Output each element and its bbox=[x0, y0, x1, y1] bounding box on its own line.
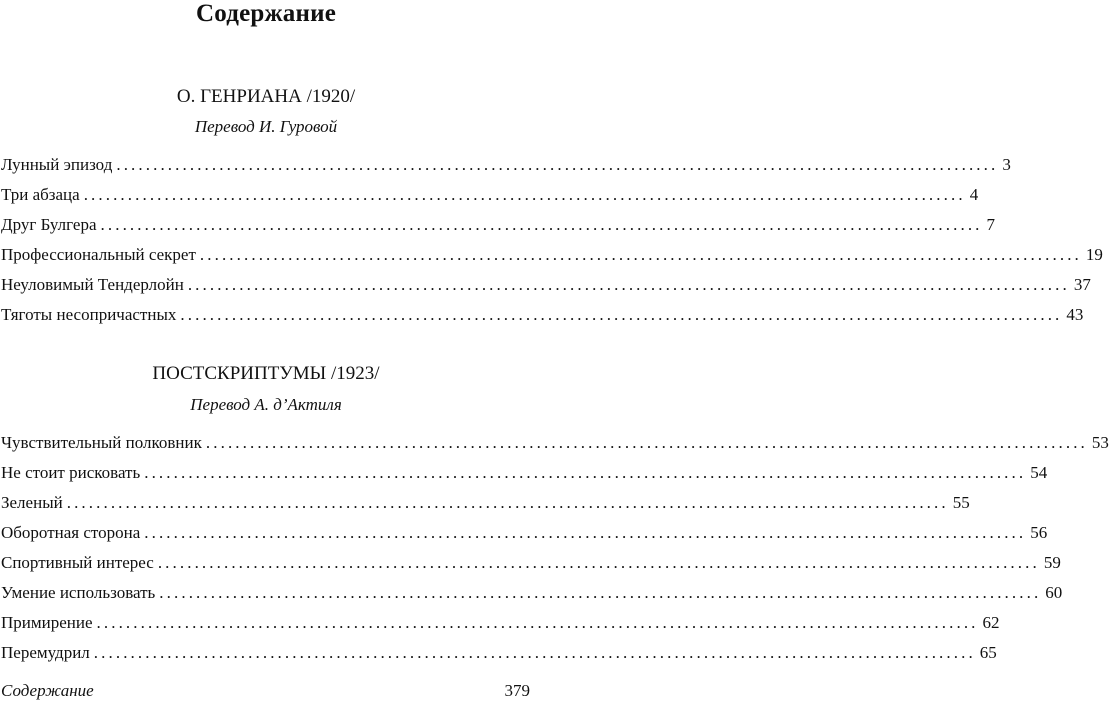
toc-entry bbox=[1, 642, 997, 672]
dot-leader: ........................................................................................................................ bbox=[144, 523, 1027, 542]
dot-leader: ........................................................................................................................ bbox=[100, 215, 983, 234]
dot-leader: ........................................................................................................................ bbox=[144, 463, 1027, 482]
page-title: Содержание bbox=[195, 0, 336, 27]
toc-entry-title: Зеленый bbox=[1, 493, 63, 512]
dot-leader: ........................................................................................................................ bbox=[93, 643, 976, 662]
toc-list-1 bbox=[1, 154, 1103, 334]
toc-entry-title: Друг Булгера bbox=[1, 215, 97, 234]
toc-entry-page: 19 bbox=[1085, 245, 1103, 264]
toc-entry-title: Перемудрил bbox=[1, 643, 90, 662]
toc-list-2 bbox=[1, 432, 1109, 672]
dot-leader: ........................................................................................................................ bbox=[66, 493, 949, 512]
toc-entry-title: Оборотная сторона bbox=[1, 523, 141, 542]
toc-entry-page: 60 bbox=[1045, 583, 1063, 602]
toc-entry-page: 55 bbox=[952, 493, 970, 512]
dot-leader: ........................................................................................................................ bbox=[157, 553, 1040, 572]
page-number: 379 bbox=[504, 681, 530, 700]
toc-entry-page: 65 bbox=[979, 643, 997, 662]
toc-entry-page: 59 bbox=[1043, 553, 1061, 572]
toc-entry-title: Неуловимый Тендерлойн bbox=[1, 275, 184, 294]
toc-entry bbox=[1, 462, 1048, 492]
toc-entry bbox=[1, 582, 1063, 612]
section-heading-2: ПОСТСКРИПТУМЫ /1923/ bbox=[152, 363, 380, 384]
dot-leader: ........................................................................................................................ bbox=[205, 433, 1088, 452]
toc-entry-title: Профессиональный секрет bbox=[1, 245, 196, 264]
toc-entry-title: Спортивный интерес bbox=[1, 553, 154, 572]
toc-entry-title: Три абзаца bbox=[1, 185, 80, 204]
toc-entry-page: 3 bbox=[1002, 155, 1011, 174]
toc-entry-title: Примирение bbox=[1, 613, 93, 632]
toc-entry bbox=[1, 492, 970, 522]
dot-leader: ........................................................................................................................ bbox=[96, 613, 979, 632]
dot-leader: ........................................................................................................................ bbox=[116, 155, 999, 174]
translator-note-2: Перевод А. д’Актиля bbox=[190, 395, 342, 414]
toc-entry bbox=[1, 184, 979, 214]
toc-entry bbox=[1, 214, 996, 244]
toc-entry-page: 54 bbox=[1030, 463, 1048, 482]
dot-leader: ........................................................................................................................ bbox=[83, 185, 966, 204]
toc-entry-title: Чувствительный полковник bbox=[1, 433, 202, 452]
toc-entry-title: Лунный эпизод bbox=[1, 155, 113, 174]
section-heading-1: О. ГЕНРИАНА /1920/ bbox=[176, 86, 356, 107]
toc-entry-page: 62 bbox=[982, 613, 1000, 632]
toc-entry bbox=[1, 154, 1011, 184]
toc-entry bbox=[1, 304, 1084, 334]
toc-entry-page: 37 bbox=[1073, 275, 1091, 294]
toc-entry bbox=[1, 244, 1103, 274]
toc-entry-page: 4 bbox=[969, 185, 979, 204]
toc-entry-title: Не стоит рисковать bbox=[1, 463, 141, 482]
translator-note-1: Перевод И. Гуровой bbox=[194, 117, 338, 136]
toc-entry bbox=[1, 522, 1048, 552]
dot-leader: ........................................................................................................................ bbox=[159, 583, 1042, 602]
running-title: Содержание bbox=[1, 681, 94, 700]
toc-entry bbox=[1, 432, 1109, 462]
toc-entry bbox=[1, 552, 1061, 582]
dot-leader: ........................................................................................................................ bbox=[180, 305, 1063, 324]
toc-entry-page: 43 bbox=[1066, 305, 1084, 324]
toc-entry-page: 53 bbox=[1091, 433, 1109, 452]
toc-entry-title: Умение использовать bbox=[1, 583, 156, 602]
toc-entry bbox=[1, 274, 1091, 304]
toc-entry bbox=[1, 612, 1000, 642]
toc-entry-title: Тяготы несопричастных bbox=[1, 305, 177, 324]
toc-entry-page: 56 bbox=[1030, 523, 1048, 542]
dot-leader: ........................................................................................................................ bbox=[187, 275, 1070, 294]
toc-entry-page: 7 bbox=[986, 215, 996, 234]
dot-leader: ........................................................................................................................ bbox=[199, 245, 1082, 264]
